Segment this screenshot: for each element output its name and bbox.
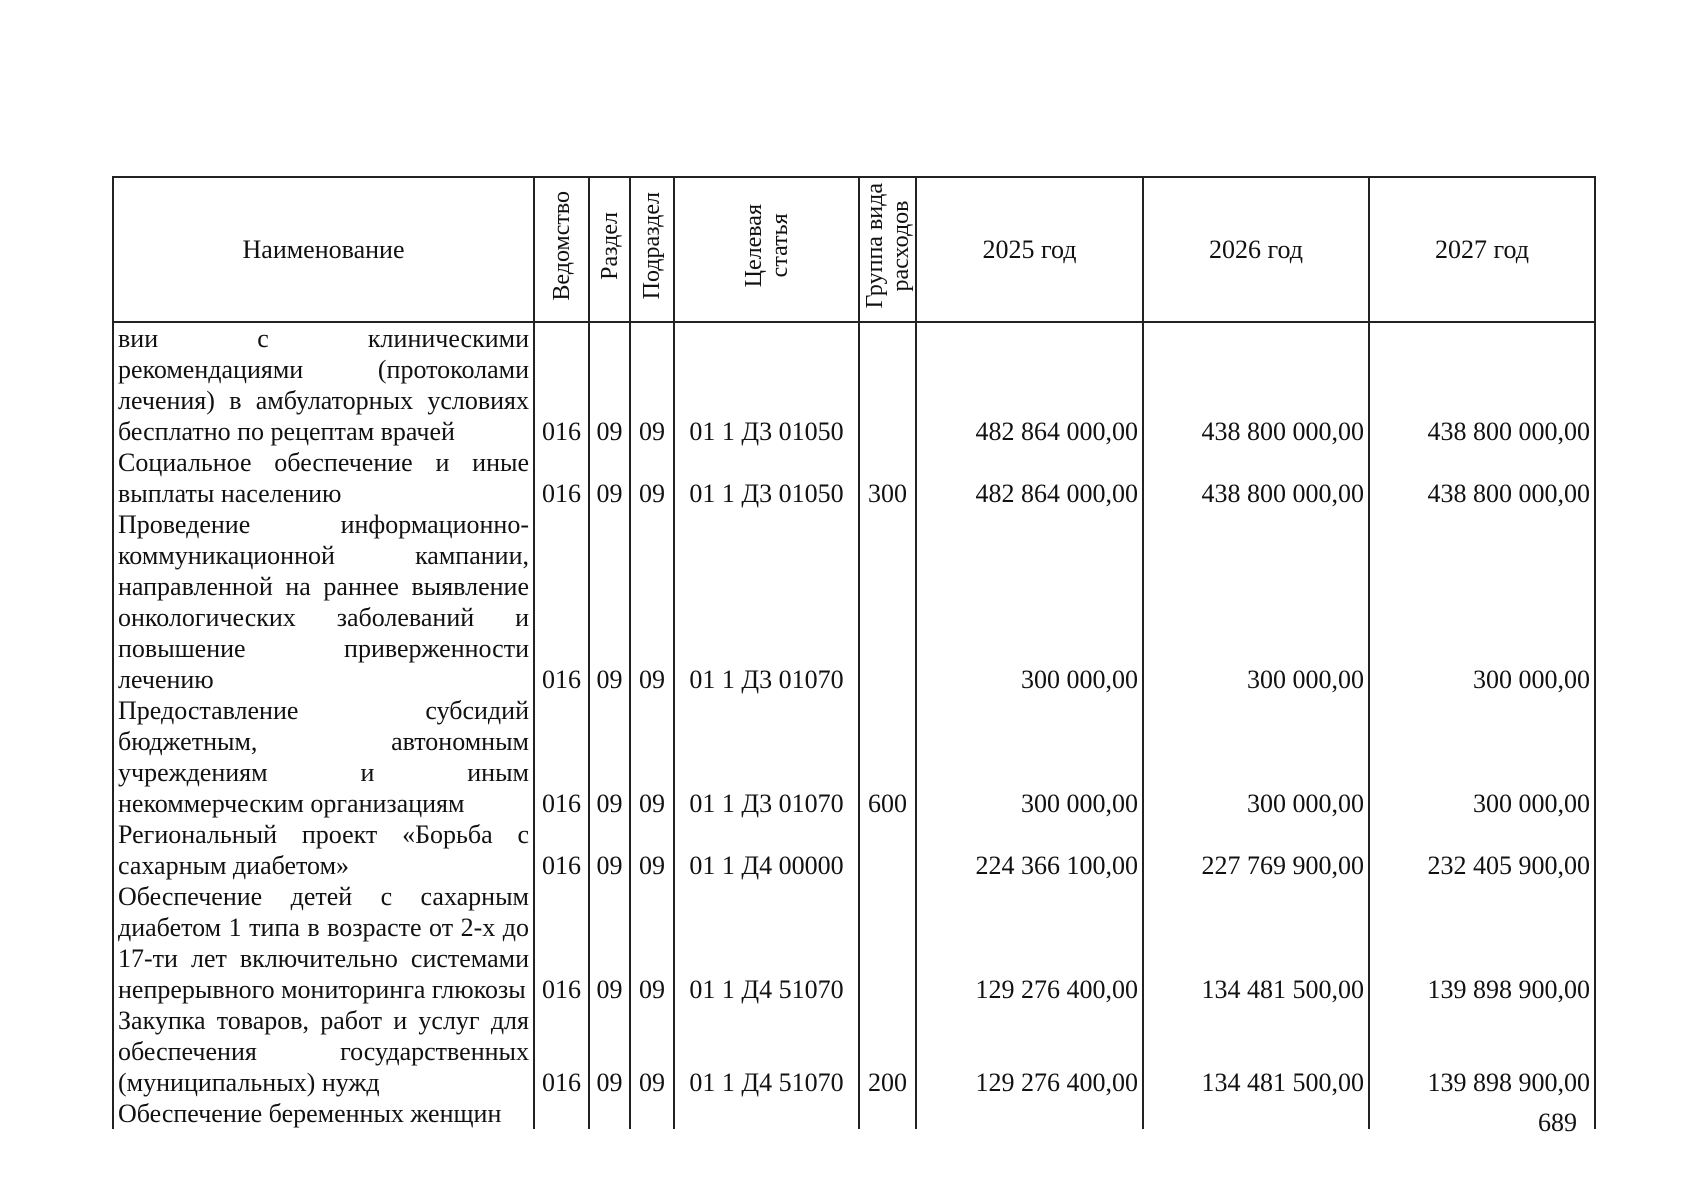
row-celevaya: 01 1 Д4 51070 bbox=[674, 881, 859, 1005]
row-gruppa: 600 bbox=[859, 695, 916, 819]
row-razdel: 09 bbox=[589, 819, 630, 881]
row-podrazdel bbox=[630, 1098, 674, 1129]
row-razdel: 09 bbox=[589, 322, 630, 447]
row-celevaya: 01 1 Д3 01070 bbox=[674, 695, 859, 819]
row-2026 bbox=[1143, 1098, 1369, 1129]
row-gruppa: 200 bbox=[859, 1005, 916, 1098]
header-2026: 2026 год bbox=[1143, 177, 1369, 322]
row-podrazdel: 09 bbox=[630, 1005, 674, 1098]
row-2026: 438 800 000,00 bbox=[1143, 322, 1369, 447]
row-2026: 300 000,00 bbox=[1143, 509, 1369, 695]
row-razdel: 09 bbox=[589, 1005, 630, 1098]
row-celevaya bbox=[674, 1098, 859, 1129]
row-celevaya: 01 1 Д4 51070 bbox=[674, 1005, 859, 1098]
row-2025: 224 366 100,00 bbox=[916, 819, 1143, 881]
row-vedomstvo: 016 bbox=[534, 1005, 589, 1098]
row-name: Предоставление субсидий бюджетным, автономным учреждениям и иным некоммерческим организациям bbox=[113, 695, 534, 819]
row-name: Социальное обеспечение и иные выплаты населению bbox=[113, 447, 534, 509]
row-vedomstvo: 016 bbox=[534, 509, 589, 695]
row-2026: 134 481 500,00 bbox=[1143, 881, 1369, 1005]
row-podrazdel: 09 bbox=[630, 881, 674, 1005]
row-razdel: 09 bbox=[589, 881, 630, 1005]
table-row bbox=[113, 322, 1595, 447]
row-gruppa bbox=[859, 819, 916, 881]
row-celevaya: 01 1 Д3 01050 bbox=[674, 447, 859, 509]
row-2026: 227 769 900,00 bbox=[1143, 819, 1369, 881]
row-2027: 438 800 000,00 bbox=[1369, 322, 1595, 447]
row-2027: 438 800 000,00 bbox=[1369, 447, 1595, 509]
row-gruppa bbox=[859, 322, 916, 447]
row-podrazdel: 09 bbox=[630, 695, 674, 819]
row-name: Обеспечение детей с сахарным диабетом 1 типа в возрасте от 2-х до 17-ти лет включительно системами непрерывного мониторинга глюкозы bbox=[113, 881, 534, 1005]
row-podrazdel: 09 bbox=[630, 322, 674, 447]
row-2026: 134 481 500,00 bbox=[1143, 1005, 1369, 1098]
row-2026: 438 800 000,00 bbox=[1143, 447, 1369, 509]
row-gruppa bbox=[859, 509, 916, 695]
header-razdel: Раздел bbox=[589, 177, 630, 322]
row-name: Закупка товаров, работ и услуг для обеспечения государственных (муниципальных) нужд bbox=[113, 1005, 534, 1098]
table-header-row bbox=[113, 177, 1595, 322]
row-celevaya: 01 1 Д4 00000 bbox=[674, 819, 859, 881]
row-2025: 482 864 000,00 bbox=[916, 447, 1143, 509]
row-2027: 232 405 900,00 bbox=[1369, 819, 1595, 881]
row-name: Проведение информационно-коммуникационной кампании, направленной на раннее выявление онкологических заболеваний и повышение приверженности лечению bbox=[113, 509, 534, 695]
header-celevaya-statya: Целевая статья bbox=[674, 177, 859, 322]
row-celevaya: 01 1 Д3 01050 bbox=[674, 322, 859, 447]
row-2025: 482 864 000,00 bbox=[916, 322, 1143, 447]
row-2027: 139 898 900,00 bbox=[1369, 1005, 1595, 1098]
row-2027: 139 898 900,00 bbox=[1369, 881, 1595, 1005]
row-name: вии с клиническими рекомендациями (протоколами лечения) в амбулаторных условиях бесплатно по рецептам врачей bbox=[113, 322, 534, 447]
header-gruppa-vida-rashodov: Группа вида расходов bbox=[859, 177, 916, 322]
row-vedomstvo: 016 bbox=[534, 447, 589, 509]
header-podrazdel: Подраздел bbox=[630, 177, 674, 322]
row-2025: 300 000,00 bbox=[916, 695, 1143, 819]
row-podrazdel: 09 bbox=[630, 819, 674, 881]
header-2025: 2025 год bbox=[916, 177, 1143, 322]
row-razdel bbox=[589, 1098, 630, 1129]
budget-table bbox=[112, 176, 1596, 1129]
table-row bbox=[113, 509, 1595, 695]
row-gruppa bbox=[859, 881, 916, 1005]
row-vedomstvo: 016 bbox=[534, 881, 589, 1005]
table-row bbox=[113, 447, 1595, 509]
table-row bbox=[113, 881, 1595, 1005]
row-vedomstvo: 016 bbox=[534, 695, 589, 819]
row-name: Обеспечение беременных женщин bbox=[113, 1098, 534, 1129]
table-row bbox=[113, 1098, 1595, 1129]
row-2026: 300 000,00 bbox=[1143, 695, 1369, 819]
row-celevaya: 01 1 Д3 01070 bbox=[674, 509, 859, 695]
row-2027: 300 000,00 bbox=[1369, 509, 1595, 695]
row-2025: 129 276 400,00 bbox=[916, 881, 1143, 1005]
row-vedomstvo: 016 bbox=[534, 819, 589, 881]
table-row bbox=[113, 819, 1595, 881]
row-gruppa: 300 bbox=[859, 447, 916, 509]
row-gruppa bbox=[859, 1098, 916, 1129]
table-row bbox=[113, 695, 1595, 819]
row-2027: 300 000,00 bbox=[1369, 695, 1595, 819]
row-2025: 300 000,00 bbox=[916, 509, 1143, 695]
row-podrazdel: 09 bbox=[630, 447, 674, 509]
row-vedomstvo: 016 bbox=[534, 322, 589, 447]
row-2025 bbox=[916, 1098, 1143, 1129]
header-2027: 2027 год bbox=[1369, 177, 1595, 322]
row-vedomstvo bbox=[534, 1098, 589, 1129]
row-2025: 129 276 400,00 bbox=[916, 1005, 1143, 1098]
header-vedomstvo: Ведомство bbox=[534, 177, 589, 322]
row-razdel: 09 bbox=[589, 447, 630, 509]
row-razdel: 09 bbox=[589, 509, 630, 695]
table-row bbox=[113, 1005, 1595, 1098]
row-podrazdel: 09 bbox=[630, 509, 674, 695]
header-name: Наименование bbox=[113, 177, 534, 322]
page-number: 689 bbox=[1538, 1108, 1577, 1137]
row-razdel: 09 bbox=[589, 695, 630, 819]
row-name: Региональный проект «Борьба с сахарным диабетом» bbox=[113, 819, 534, 881]
